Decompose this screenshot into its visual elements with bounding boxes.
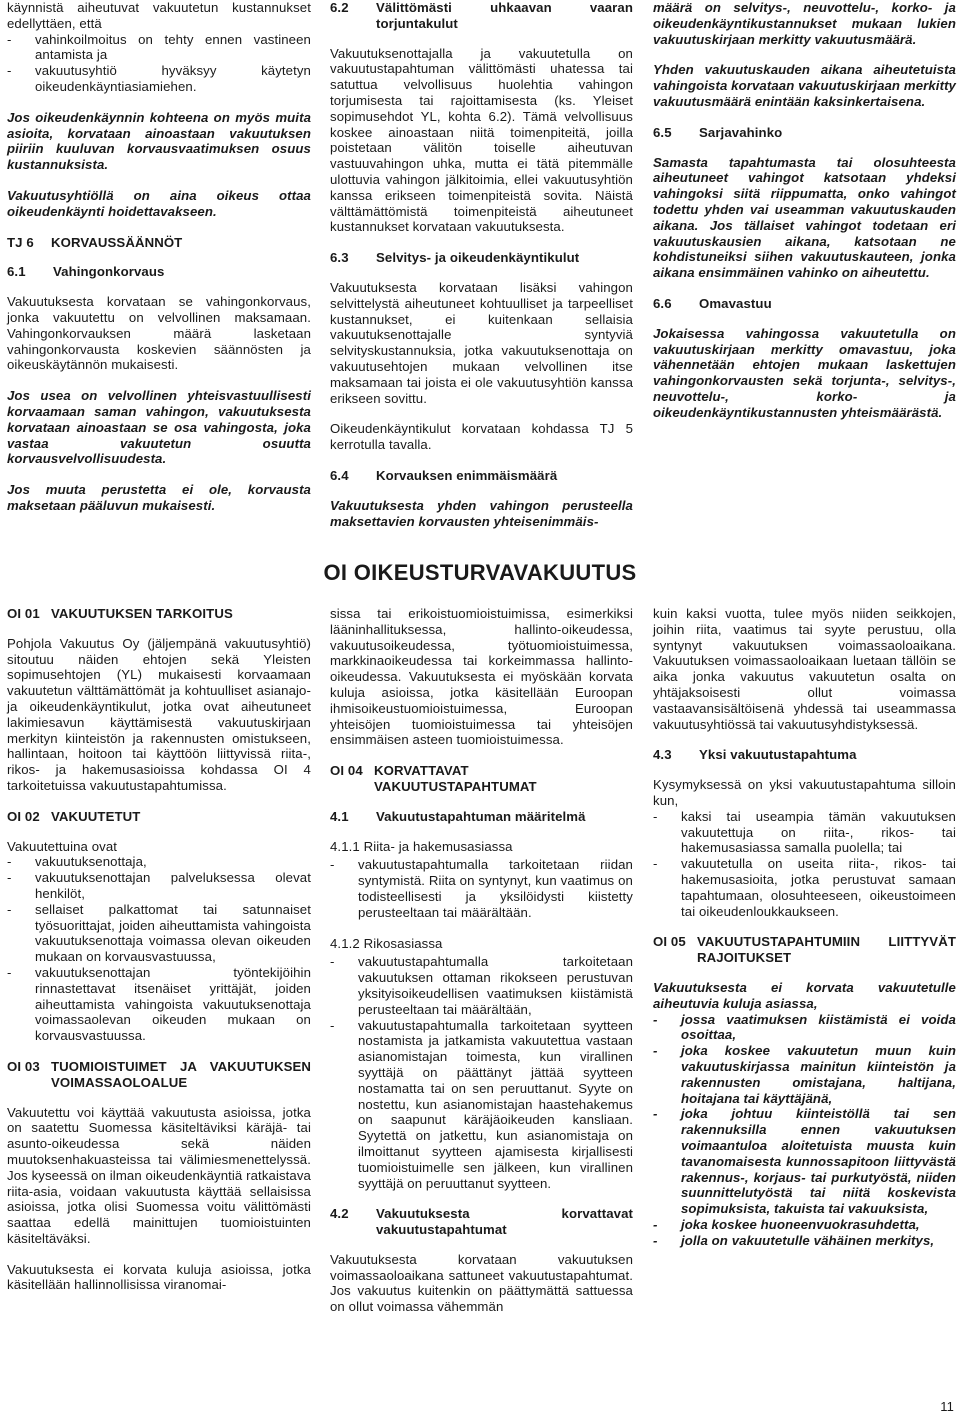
- list-item: - vakuutuksenottaja,: [7, 854, 311, 870]
- criminal-list: [330, 954, 633, 1191]
- paragraph: Jokaisessa vahingossa vakuutetulla on vakuutuskirjaan merkitty omavastuu, joka vähennetään ehtojen mukaan laskettujen vahingonkorvausten sekä torjunta-, selvitys-, neuvottelu-, korko- ja oikeudenkäyntikustannusten yhteismäärästä.: [653, 325, 956, 420]
- section-title: Omavastuu: [699, 295, 772, 311]
- section-number: 6.6: [653, 295, 672, 311]
- paragraph: Vakuutettu voi käyttää vakuutusta asioissa, jotka on saatettu Suomessa käsiteltäviksi käräjä- tai asunto-oikeudessa sekä näiden muutoksenhakuasteissa tai välimiesmenettelyssä. Jos kyseessä on ilman oikeudenkäyntiä ratkaistava riita-asia, voidaan vakuutusta käyttää sellaisissa asioissa, jotka olisi Suomessa voitu välittömästi saattaa edellä mainittujen tuomioistuinten käsiteltäväksi.: [7, 1104, 311, 1246]
- section-heading-oi02: [7, 809, 311, 825]
- subsection-heading: 4.1.1 Riita- ja hakemusasiassa: [330, 838, 513, 854]
- section-number: 4.1: [330, 808, 349, 824]
- section-heading-6-4: [330, 468, 633, 484]
- section-heading-oi03: [7, 1059, 311, 1091]
- continued-list: [7, 0, 311, 95]
- bottom-column-2: [330, 606, 633, 1330]
- section-number: 6.3: [330, 250, 349, 266]
- list-item: - vakuutusyhtiö hyväksyy käytetyn oikeudenkäyntiasiamiehen.: [7, 63, 311, 95]
- list-item: - vakuutustapahtumalla tarkoitetaan riidan syntymistä. Riita on syntynyt, kun vaatimus on todisteellisesti ja yksilöidysti kiistetty perusteeltaan tai määrältään.: [330, 857, 633, 920]
- paragraph: Kysymyksessä on yksi vakuutustapahtuma silloin kun,: [653, 777, 956, 808]
- list-item: - jossa vaatimuksen kiistämistä ei voida osoittaa,: [653, 1012, 956, 1044]
- section-title: Vakuutuksesta korvattavat vakuutustapahtumat: [376, 1206, 633, 1238]
- section-number: OI 04: [330, 763, 363, 779]
- paragraph: Vakuutuksesta yhden vahingon perusteella maksettavien korvausten yhteisenimmäis-: [330, 497, 633, 529]
- section-title: Sarjavahinko: [699, 124, 783, 140]
- section-number: 6.2: [330, 0, 349, 15]
- list-item: käynnistä aiheutuvat vakuutetun kustannukset edellyttäen, että: [7, 0, 311, 31]
- paragraph: Jos muuta perustetta ei ole, korvausta maksetaan pääluvun mukaisesti.: [7, 482, 311, 513]
- list-item: - vakuutetulla on useita riita-, rikos- tai hakemusasioita, jotka perustuvat samaan tapahtumaan, olosuhteeseen, oikeustoimeen tai oikeudenloukkaukseen.: [653, 856, 956, 919]
- section-title: Välittömästi uhkaavan vaaran torjuntakulut: [376, 0, 633, 31]
- section-heading-6-2: [330, 0, 633, 32]
- section-heading-4-1: [330, 809, 633, 825]
- limitations-list: [653, 1012, 956, 1249]
- paragraph: Yhden vakuutuskauden aikana aiheutetuista vahingoista korvataan vakuutuskirjaan merkitty vakuutusmäärä enintään kaksinkertaisena.: [653, 62, 956, 109]
- list-item: - sellaiset palkattomat tai satunnaiset työsuorittajat, joiden aiheuttamista vahingoista vakuutuksenottaja voimassa olevan oikeuden mukaan on korvausvastuussa,: [7, 902, 311, 965]
- top-column-2: [330, 0, 633, 544]
- section-title: Selvitys- ja oikeudenkäyntikulut: [376, 250, 580, 266]
- section-heading-6-5: [653, 125, 956, 141]
- paragraph: Vakuutuksenottajalla ja vakuutetulla on vakuutustapahtuman välittömästi uhatessa tai satuttua velvollisuus huolehtia vahingon torjumisesta tai rajoittamisesta (ks. Yleiset sopimusehdot YL, kohta 6.2). Tämä velvollisuus koskee ainoastaan niitä toimenpiteitä, joilla poistetaan välitön toiselle aiheutuvan vastuuvahingon uhka, mutta ei tätä pitemmälle ulottuvia vahingon jälkitoimia, ellei vakuutusyhtiön kanssa erikseen toimenpiteistä sovita. Näistä välttämättömistä toimenpiteistä aiheutuneet kustannukset korvataan vakuutuksesta.: [330, 45, 633, 235]
- paragraph: Vakuutuksesta ei korvata kuluja asioissa, jotka käsitellään hallinnollisissa viranomai-: [7, 1261, 311, 1293]
- section-title: KORVAUSSÄÄNNÖT: [51, 234, 183, 250]
- insured-list: [7, 854, 311, 1044]
- paragraph: Oikeudenkäyntikulut korvataan kohdassa TJ 5 kerrotulla tavalla.: [330, 421, 633, 453]
- top-column-1: [7, 0, 311, 529]
- section-heading-oi01: [7, 606, 311, 622]
- section-number: TJ 6: [7, 234, 34, 250]
- paragraph: Vakuutuksesta korvataan se vahingonkorvaus, jonka vakuutettu on velvollinen maksamaan. Vahingonkorvauksen määrä lasketaan vahingonkorvausta koskevien säännösten ja oikeuskäytännön mukaisesti.: [7, 294, 311, 373]
- paragraph: Vakuutuksesta korvataan vakuutuksen voimassaoloaikana sattuneet vakuutustapahtumat. Jos vakuutus kuitenkin on päättymättä sattuessa on ollut voimassa vähemmän: [330, 1251, 633, 1315]
- section-title: TUOMIOISTUIMET JA VAKUUTUKSEN VOIMASSAOLOALUE: [51, 1058, 311, 1090]
- paragraph: Jos usea on velvollinen yhteisvastuullisesti korvaamaan saman vahingon, vakuutuksesta korvataan ainoastaan se osa vahingosta, joka vastaa vakuutetun osuutta korvausvelvollisuudesta.: [7, 388, 311, 467]
- list-item: - joka koskee huoneenvuokrasuhdetta,: [653, 1217, 956, 1233]
- section-heading-4-2: [330, 1206, 633, 1238]
- section-heading-6-1: [7, 264, 311, 280]
- page-number: 11: [940, 1399, 954, 1415]
- list-item: - joka koskee vakuutetun muun kuin vakuutuskirjassa mainitun kiinteistön ja rakennusten omistajana, haltijana, hoitajana tai käyttäjänä,: [653, 1043, 956, 1106]
- list-item: - vakuutuksenottajan palveluksessa olevat henkilöt,: [7, 870, 311, 902]
- section-number: 4.3: [653, 747, 672, 763]
- section-heading-tj6: [7, 235, 311, 251]
- section-number: 6.4: [330, 467, 349, 483]
- paragraph: sissa tai erikoistuomioistuimissa, esimerkiksi lääninhallituksessa, hallinto-oikeudessa, vakuutusoikeudessa, työtuomioistuimessa, markkinaoikeudessa tai korkeimmassa hallinto-oikeudessa. Vakuutuksesta ei myöskään korvata kuluja asioissa, jotka käsitellään Euroopan ihmisoikeustuomioistuimessa, Euroopan yhteisöjen tuomioistuimessa tai yhteisöjen ensimmäisen asteen tuomioistuimessa.: [330, 606, 633, 748]
- section-number: OI 03: [7, 1058, 40, 1074]
- section-title: VAKUUTETUT: [51, 808, 141, 824]
- section-heading-6-3: [330, 250, 633, 266]
- section-number: 6.5: [653, 124, 672, 140]
- paragraph: Jos oikeudenkäynnin kohteena on myös muita asioita, korvataan ainoastaan vakuutuksen piiriin kuuluvan korvausvaatimuksen osuus kustannuksista.: [7, 109, 311, 173]
- subsection-heading: 4.1.2 Rikosasiassa: [330, 935, 443, 951]
- section-title: Yksi vakuutustapahtuma: [699, 747, 857, 763]
- list-item: - vakuutustapahtumalla tarkoitetaan syytteen nostamista ja jatkamista vakuutettua vastaan asianomistajan toimesta, kun virallinen syyttäjä on päättänyt jättää syytteen nostamatta tai on sen peruuttanut. Syyte on nostettu, kun asianomistajan haastehakemus on saapunut käräjäoikeuden kansliaan. Syytettä on jatkettu, kun asianomistaja on ilmoittanut syytteen ajamisesta kirjallisesti tuomioistuimelle sen jälkeen, kun virallinen syyttäjä on peruuttanut syytteen.: [330, 1018, 633, 1192]
- section-heading-6-6: [653, 296, 956, 312]
- section-heading-oi05: [653, 934, 956, 966]
- bottom-column-3: [653, 606, 956, 1263]
- dispute-list: [330, 857, 633, 920]
- bottom-column-1: [7, 606, 311, 1308]
- list-item: - kaksi tai useampia tämän vakuutuksen vakuutettuja on riita-, rikos- tai hakemusasiassa samalla puolella; tai: [653, 809, 956, 856]
- paragraph: Vakuutuksesta korvataan lisäksi vahingon selvittelystä aiheutuneet kohtuulliset ja tarpeelliset kustannukset, ei kuitenkaan sellaisia vakuutuksenottajalle syntyviä selvityskustannuksia, jotka vakuutuksenottaja on vakuutusehtojen mukaan velvollinen itse maksamaan tai joista ei ole vakuutusyhtiön kanssa erikseen sovittu.: [330, 279, 633, 406]
- list-item: - vakuutustapahtumalla tarkoitetaan vakuutuksen ottaman rikokseen perustuvan yksityisoikeudellisen vaatimuksen kiistämistä perusteeltaan tai määrältään,: [330, 954, 633, 1017]
- list-item: - vakuutuksenottajan työntekijöihin rinnastettavat itsenäiset yrittäjät, joiden aiheuttamista vahingoista vakuutuksenottaja voimassaolevan oikeuden mukaan on korvausvastuussa.: [7, 965, 311, 1044]
- section-title: VAKUUTUKSEN TARKOITUS: [51, 606, 233, 621]
- section-title: VAKUUTUSTAPAHTUMIIN LIITTYVÄT RAJOITUKSET: [697, 934, 956, 966]
- section-title: Korvauksen enimmäismäärä: [376, 467, 558, 483]
- paragraph: Vakuutettuina ovat: [7, 838, 118, 854]
- section-title: Vahingonkorvaus: [53, 264, 165, 280]
- list-item: - joka johtuu kiinteistöllä tai sen rakennuksilla ennen vakuutuksen voimaantuloa aloitetuista muusta kuin tavanomaisesta kunnossapitoon liittyvästä rakennus-, korjaus- tai purkutyöstä, niiden suunnittelutyöstä tai niitä koskevista sopimuksista, takuista tai vakuuksista,: [653, 1106, 956, 1217]
- paragraph: määrä on selvitys-, neuvottelu-, korko- ja oikeudenkäyntikustannukset mukaan lukien vakuutuskirjaan merkitty vakuutusmäärä.: [653, 0, 956, 47]
- paragraph: Vakuutusyhtiöllä on aina oikeus ottaa oikeudenkäynti hoidettavakseen.: [7, 187, 311, 219]
- paragraph: Samasta tapahtumasta tai olosuhteesta aiheutuneet vahingot katsotaan yhdeksi vahingoksi siitä riippumatta, onko vahingot todettu yhden vai useamman vakuutuskauden aikana. Jos tällaiset vahingot todetaan eri vakuutuskausien aikana, katsotaan ne kohdistuneiksi siihen vakuutuskauteen, jonka aikana ensimmäinen vahinko on aiheutettu.: [653, 154, 956, 281]
- paragraph: Pohjola Vakuutus Oy (jäljempänä vakuutusyhtiö) sitoutuu näiden ehtojen sekä Yleisten sopimusehtojen (YL) mukaisesti korvaamaan vakuutetun välttämättömät ja kohtuulliset asianajo- ja oikeudenkäyntikulut, jotka ovat aiheutuneet lakimiesavun käyttämisestä vakuutuskirjaan merkityn kiinteistön ja rakennusten omistukseen, hallintaan, hoitoon tai käyttöön liittyvissä riita-, rikos- ja hakemusasioissa kohdassa OI 4 tarkoitetuissa vakuutustapahtumissa.: [7, 635, 311, 793]
- section-number: 6.1: [7, 264, 26, 280]
- section-title: KORVATTAVAT VAKUUTUSTAPAHTUMAT: [374, 763, 537, 794]
- top-column-3: [653, 0, 956, 436]
- section-number: 4.2: [330, 1206, 349, 1222]
- page-title: OI OIKEUSTURVAVAKUUTUS: [323, 560, 637, 585]
- section-title: Vakuutustapahtuman määritelmä: [376, 808, 586, 824]
- single-event-list: [653, 809, 956, 920]
- section-number: OI 01: [7, 606, 40, 621]
- list-item: - jolla on vakuutetulle vähäinen merkitys,: [653, 1233, 956, 1249]
- section-heading-oi04: [330, 763, 633, 795]
- section-heading-4-3: [653, 747, 956, 763]
- paragraph: Vakuutuksesta ei korvata vakuutetulle aiheutuvia kuluja asiassa,: [653, 979, 956, 1011]
- section-number: OI 05: [653, 934, 686, 950]
- paragraph: kuin kaksi vuotta, tulee myös niiden seikkojen, joihin riita, vaatimus tai syyte perustuu, olla syntynyt vakuutuksen voimassaoloaikana. Vakuutuksen voimassaoloaikaan luetaan tällöin se aika jonka vakuutus vakuutetun osalta on yhtäjaksoisesti ollut voimassa vastaavansisältöisenä yhdessä tai useammassa vakuutusyhtiössä tai vakuutusyhdistyksessä.: [653, 606, 956, 732]
- list-item: - vahinkoilmoitus on tehty ennen vastineen antamista ja: [7, 32, 311, 64]
- section-number: OI 02: [7, 808, 40, 824]
